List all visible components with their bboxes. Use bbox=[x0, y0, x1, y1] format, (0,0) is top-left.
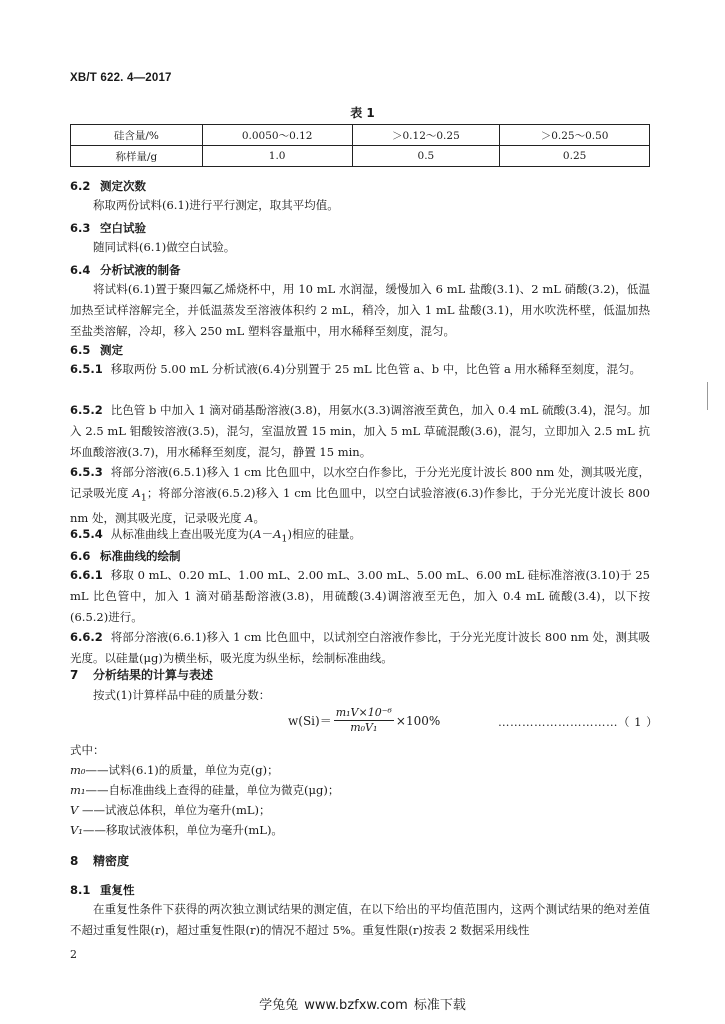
section-heading-7: 7 分析结果的计算与表述 bbox=[70, 668, 214, 682]
definition-item: m₀——试料(6.1)的质量，单位为克(g)； bbox=[70, 763, 279, 777]
table-row bbox=[71, 125, 650, 146]
section-heading-6-5: 6.5 测定 bbox=[70, 343, 123, 357]
definition-item: V₁——移取试液体积，单位为毫升(mL)。 bbox=[70, 823, 283, 837]
definition-item: m₁——自标准曲线上查得的硅量，单位为微克(μg)； bbox=[70, 783, 340, 797]
watermark-footer: 学兔兔 www.bzfxw.com 标准下载 bbox=[259, 998, 466, 1013]
section-heading-6-4: 6.4 分析试液的制备 bbox=[70, 263, 181, 277]
table-row bbox=[71, 146, 650, 167]
paragraph-6-5-3: 6.5.3 将部分溶液(6.5.1)移入 1 cm 比色皿中，以水空白作参比，于分光光度计波长 800 nm 处，测其吸光度，记录吸光度 $A_1$；将部分溶液(6.5.2)移入 1 cm 比色皿中，以空白试验溶液(6.3)作参比，于分光光度计波长 800 nm 处，测其吸光度，记录吸光度 A。 bbox=[70, 465, 650, 526]
section-heading-6-6: 6.6 标准曲线的绘制 bbox=[70, 549, 181, 563]
formula-fraction bbox=[334, 706, 394, 735]
paragraph-6-5-4: 6.5.4 从标准曲线上查出吸光度为$(A-A_1)$相应的硅量。 bbox=[70, 527, 361, 545]
table-cell: 0.0050～0.12 bbox=[202, 125, 352, 146]
table-caption: 表 1 bbox=[350, 106, 375, 120]
paragraph-6-6-1: 6.6.1 移取 0 mL、0.20 mL、1.00 mL、2.00 mL、3.00 mL、5.00 mL、6.00 mL 硅标准溶液(3.10)于 25 mL 比色管中，加入 1 滴对硝基酚溶液(3.8)，用硫酸(3.4)调溶液至无色，加入 0.4 mL 硫酸(3.4)，以下按(6.5.2)进行。 bbox=[70, 568, 650, 624]
paragraph-6-3: 随同试料(6.1)做空白试验。 bbox=[93, 240, 236, 254]
paragraph-6-4: 将试料(6.1)置于聚四氟乙烯烧杯中，用 10 mL 水润湿，缓慢加入 6 mL 盐酸(3.1)、2 mL 硝酸(3.2)，低温加热至试样溶解完全，并低温蒸发至溶液体积约 2 mL，稍冷，加入 1 mL 盐酸(3.1)，用水吹洗杯壁，低温加热至盐类溶解，冷却，移入 250 mL 塑料容量瓶中，用水稀释至刻度，混匀。 bbox=[70, 282, 650, 338]
paragraph-6-5-1: 6.5.1 移取两份 5.00 mL 分析试液(6.4)分别置于 25 mL 比色管 a、b 中，比色管 a 用水稀释至刻度，混匀。 bbox=[70, 362, 641, 376]
formula-numerator: m₁V×10⁻⁶ bbox=[335, 706, 392, 719]
paragraph-6-6-2: 6.6.2 将部分溶液(6.6.1)移入 1 cm 比色皿中，以试剂空白溶液作参比，于分光光度计波长 800 nm 处，测其吸光度。以硅量(μg)为横坐标，吸光度为纵坐标，绘制标准曲线。 bbox=[70, 630, 650, 665]
paragraph-6-5-2: 6.5.2 比色管 b 中加入 1 滴对硝基酚溶液(3.8)，用氨水(3.3)调溶液至黄色，加入 0.4 mL 硫酸(3.4)，混匀。加入 2.5 mL 钼酸铵溶液(3.5)，混匀，室温放置 15 min，加入 5 mL 草硫混酸(3.6)，混匀，立即加入 2.5 mL 抗坏血酸溶液(3.7)，用水稀释至刻度，混匀，静置 15 min。 bbox=[70, 403, 650, 459]
table-cell: 硅含量/% bbox=[71, 125, 203, 146]
table-cell: ＞0.12～0.25 bbox=[352, 125, 500, 146]
page-number: 2 bbox=[70, 948, 77, 961]
formula-1 bbox=[288, 706, 440, 735]
table-cell: 1.0 bbox=[202, 146, 352, 167]
table-cell: 0.5 bbox=[352, 146, 500, 167]
variable-definitions bbox=[70, 740, 339, 840]
formula-denominator: m₀V₁ bbox=[350, 721, 378, 734]
table-cell: 0.25 bbox=[500, 146, 650, 167]
paragraph-8-1: 在重复性条件下获得的两次独立测试结果的测定值，在以下给出的平均值范围内，这两个测试结果的绝对差值不超过重复性限(r)，超过重复性限(r)的情况不超过 5%。重复性限(r)按表 2 数据采用线性 bbox=[70, 902, 650, 937]
formula-rhs: ×100% bbox=[395, 713, 441, 728]
formula-intro: 按式(1)计算样品中硅的质量分数： bbox=[93, 688, 271, 702]
definition-item: V ——试液总体积，单位为毫升(mL)； bbox=[70, 803, 271, 817]
section-heading-8: 8 精密度 bbox=[70, 854, 130, 868]
table-cell: ＞0.25～0.50 bbox=[500, 125, 650, 146]
equation-reference: …………………………（ 1 ） bbox=[498, 715, 659, 729]
document-code: XB/T 622. 4—2017 bbox=[70, 72, 172, 84]
section-heading-8-1: 8.1 重复性 bbox=[70, 883, 135, 897]
definitions-intro: 式中： bbox=[70, 743, 105, 757]
section-heading-6-3: 6.3 空白试验 bbox=[70, 221, 146, 235]
paragraph-6-2: 称取两份试料(6.1)进行平行测定，取其平均值。 bbox=[93, 198, 339, 212]
table-cell: 称样量/g bbox=[71, 146, 203, 167]
section-heading-6-2: 6.2 测定次数 bbox=[70, 179, 146, 193]
formula-lhs: w(Si)＝ bbox=[288, 714, 332, 728]
scan-margin-mark bbox=[707, 382, 708, 410]
table-1 bbox=[70, 124, 650, 167]
